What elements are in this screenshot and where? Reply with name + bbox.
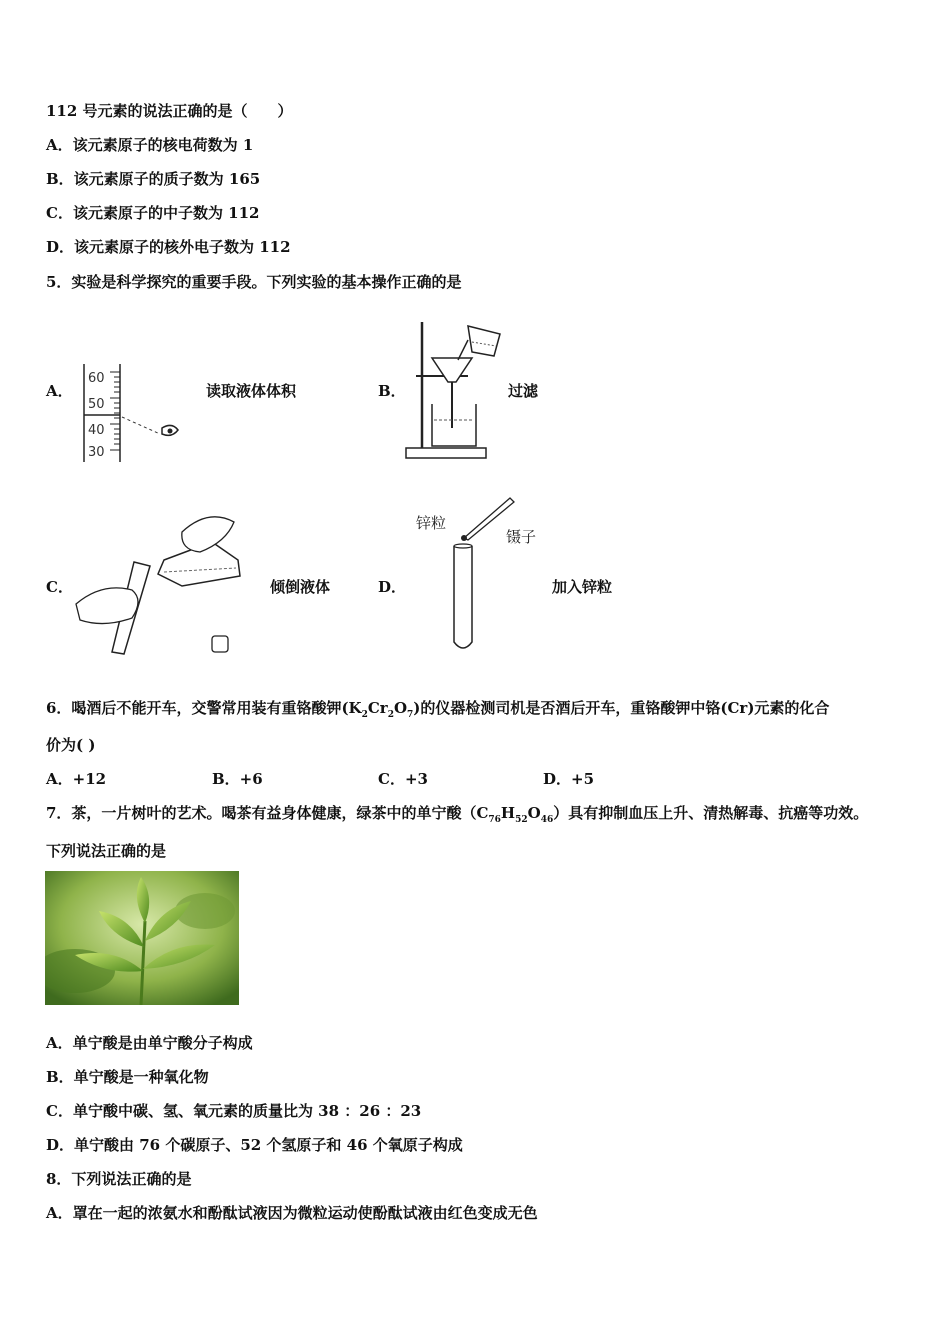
q4-option-a: A．该元素原子的核电荷数为 1: [46, 136, 254, 154]
q4-stem: 112 号元素的说法正确的是（ ）: [46, 102, 293, 120]
q5-option-d-label: D．: [378, 578, 407, 596]
q5-option-b-label: B．: [378, 382, 406, 400]
q8-stem: 8．下列说法正确的是: [46, 1170, 192, 1188]
q6-stem-line1: 6．喝酒后不能开车，交警常用装有重铬酸钾$(K_2Cr_2O_7)$的仪器检测司机是否酒后开车，重铬酸钾中铬(Cr)元素的化合: [46, 699, 830, 720]
q7-stem-line1: 7．茶，一片树叶的艺术。喝茶有益身体健康，绿茶中的单宁酸$(C_{76}H_{52}O_{46})$具有抑制血压上升、清热解毒、抗癌等功效。: [46, 804, 869, 825]
cylinder-tick-60: 60: [88, 371, 105, 386]
filtration-apparatus-figure: [402, 316, 514, 462]
q4-option-d: D．该元素原子的核外电子数为 112: [46, 238, 291, 256]
q7-option-c: C．单宁酸中碳、氢、氧元素的质量比为 38 ：26 ：23: [46, 1102, 422, 1120]
q6-stem-line2: 价为( ): [46, 736, 96, 754]
q6-option-b: B．+6: [212, 770, 263, 788]
graduated-cylinder-figure: [78, 362, 188, 466]
q8-option-a: A．罩在一起的浓氨水和酚酞试液因为微粒运动使酚酞试液由红色变成无色: [46, 1204, 538, 1222]
q5-option-a-caption: 读取液体体积: [206, 382, 297, 400]
q7-option-d: D．单宁酸由 76 个碳原子、52 个氢原子和 46 个氧原子构成: [46, 1136, 463, 1154]
q6-option-a: A．+12: [46, 770, 107, 788]
cylinder-tick-30: 30: [88, 445, 105, 460]
q4-option-c: C．该元素原子的中子数为 112: [46, 204, 260, 222]
q7-stem-line2: 下列说法正确的是: [46, 842, 167, 860]
cylinder-tick-50: 50: [88, 397, 105, 412]
q5-option-c-label: C．: [46, 578, 73, 596]
q5-option-a-label: A．: [46, 382, 73, 400]
q7-option-a: A．单宁酸是由单宁酸分子构成: [46, 1034, 253, 1052]
q6-option-d: D．+5: [543, 770, 595, 788]
zinc-granule-figure: [414, 494, 554, 654]
q5-stem: 5．实验是科学探究的重要手段。下列实验的基本操作正确的是: [46, 273, 462, 291]
q7-option-b: B．单宁酸是一种氧化物: [46, 1068, 209, 1086]
q6-option-c: C．+3: [378, 770, 428, 788]
tea-leaves-photo: [45, 871, 239, 1005]
q5-option-b-caption: 过滤: [508, 382, 539, 400]
tweezers-label: 镊子: [506, 528, 537, 546]
cylinder-tick-40: 40: [88, 423, 105, 438]
q5-option-c-caption: 倾倒液体: [270, 578, 331, 596]
zinc-granule-label: 锌粒: [416, 514, 447, 532]
pouring-liquid-figure: [72, 508, 252, 660]
q5-option-d-caption: 加入锌粒: [552, 578, 613, 596]
q4-option-b: B．该元素原子的质子数为 165: [46, 170, 261, 188]
